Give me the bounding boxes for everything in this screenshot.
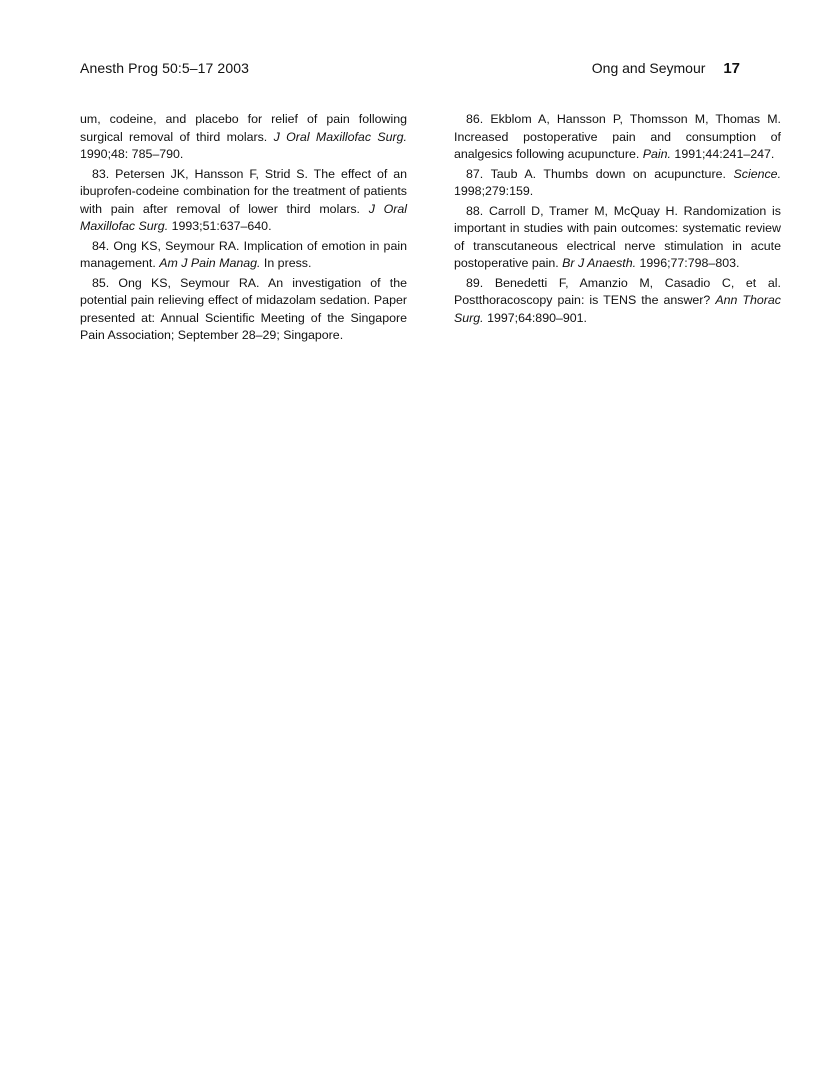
reference-88 <box>454 203 781 273</box>
reference-87 <box>454 166 781 201</box>
journal-citation: Anesth Prog 50:5–17 2003 <box>80 60 249 76</box>
ref-journal: J Oral Maxillofac Surg. <box>80 201 408 233</box>
ref-number: 85. <box>92 275 110 290</box>
ref-text: Benedetti F, Amanzio M, Casadio C, et al. Postthoracoscopy pain: is TENS the answer? <box>454 275 781 307</box>
ref-journal: Am J Pain Manag. <box>159 256 261 270</box>
ref-details: 1997;64:890–901. <box>483 310 587 325</box>
ref-text: Ekblom A, Hansson P, Thomsson M, Thomas M. Increased postoperative pain and consumption of analgesics following acupuncture. <box>454 112 781 161</box>
reference-84 <box>80 238 407 273</box>
header-right <box>592 60 740 77</box>
ref-number: 87. <box>466 166 484 181</box>
ref-journal: Pain. <box>642 147 671 161</box>
references-left-column <box>80 111 407 347</box>
references-right-column <box>454 111 781 329</box>
ref-journal: J Oral Maxillofac Surg. <box>273 129 407 144</box>
ref-details: 1993;51:637–640. <box>168 219 272 233</box>
ref-number: 89. <box>466 275 484 290</box>
reference-82-continued <box>80 111 407 164</box>
ref-journal: Science. <box>733 166 782 181</box>
header-authors: Ong and Seymour <box>591 60 706 76</box>
ref-text: Petersen JK, Hansson F, Strid S. The effect of an ibuprofen-codeine combination for the treatment of patients with pain after removal of lower third molars. <box>80 166 407 216</box>
reference-85 <box>80 275 407 345</box>
reference-89 <box>454 275 781 328</box>
ref-details: 1991;44:241–247. <box>670 147 775 161</box>
reference-86 <box>454 111 781 164</box>
ref-number: 86. <box>466 112 484 126</box>
ref-text: Ong KS, Seymour RA. Implication of emotion in pain management. <box>80 238 407 270</box>
ref-text: Ong KS, Seymour RA. An investigation of the potential pain relieving effect of midazolam sedation. Paper presented at: Annual Scientific Meeting of the Singapore Pain Association; September 28–29; Singapore. <box>80 275 407 342</box>
ref-details: In press. <box>260 256 312 270</box>
ref-journal: Ann Thorac Surg. <box>454 293 781 325</box>
ref-details: 1990;48: 785–790. <box>80 147 184 161</box>
reference-83 <box>80 166 407 236</box>
ref-text: Carroll D, Tramer M, McQuay H. Randomization is important in studies with pain outcomes: systematic review of transcutaneous electrical nerve stimulation in acute postoperative pain. <box>454 203 781 270</box>
ref-details: 1996;77:798–803. <box>636 256 740 270</box>
ref-details: 1998;279:159. <box>454 184 534 198</box>
ref-number: 84. <box>92 238 110 253</box>
page-number: 17 <box>723 60 740 77</box>
ref-number: 83. <box>92 166 110 181</box>
ref-number: 88. <box>466 203 484 218</box>
ref-text: um, codeine, and placebo for relief of pain following surgical removal of third molars. <box>80 112 407 144</box>
ref-journal: Br J Anaesth. <box>562 256 637 270</box>
running-header <box>80 60 740 80</box>
ref-text: Taub A. Thumbs down on acupuncture. <box>490 166 734 181</box>
